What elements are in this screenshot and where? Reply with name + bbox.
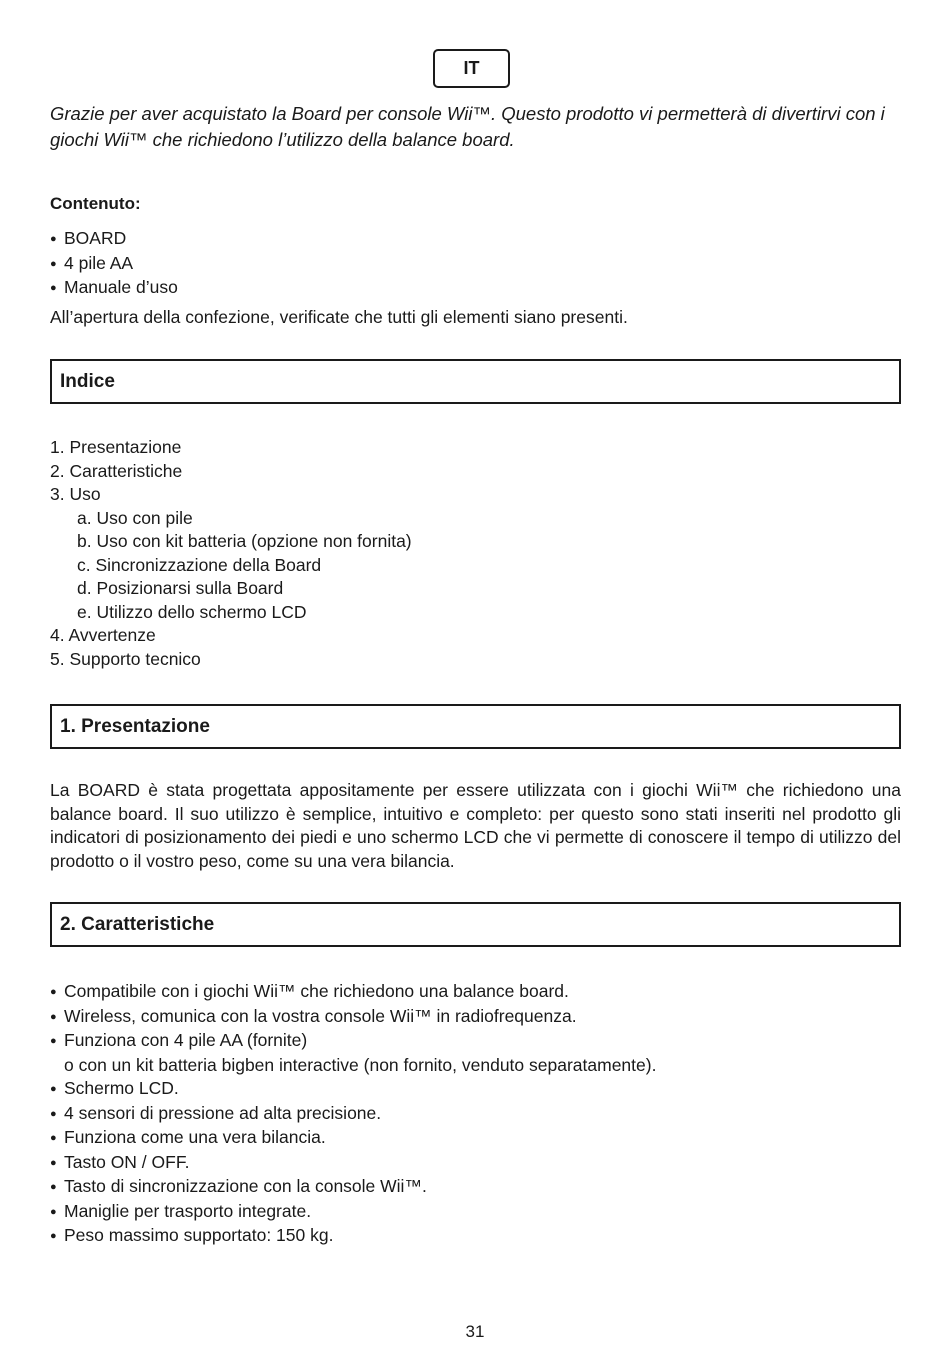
list-item: ● Funziona con 4 pile AA (fornite) [50, 1029, 656, 1054]
list-item: ● Wireless, comunica con la vostra console Wii™ in radiofrequenza. [50, 1005, 656, 1030]
toc-subitem: e. Utilizzo dello schermo LCD [77, 601, 307, 622]
toc-subitem: d. Posizionarsi sulla Board [77, 578, 284, 598]
index-list [50, 436, 412, 671]
intro-paragraph: Grazie per aver acquistato la Board per console Wii™. Questo prodotto vi permetterà di divertirvi con i giochi Wii™ che richiedono l’utilizzo della balance board. [50, 103, 885, 150]
toc-subitem: c. Sincronizzazione della Board [77, 554, 322, 575]
toc-subitem: a. Uso con pile [77, 507, 193, 528]
language-tag: IT [433, 49, 510, 88]
list-item: ● 4 sensori di pressione ad alta precisione. [50, 1102, 656, 1127]
list-item: ● 4 pile AA [50, 252, 178, 277]
list-item: ● Schermo LCD. [50, 1077, 656, 1102]
list-item: ● Funziona come una vera bilancia. [50, 1126, 656, 1151]
presentazione-heading: 1. Presentazione [50, 704, 901, 749]
toc-subitem: b. Uso con kit batteria (opzione non fornita) [77, 531, 412, 551]
toc-item: 2. Caratteristiche [50, 460, 183, 481]
list-item: ● Maniglie per trasporto integrate. [50, 1200, 656, 1225]
page-number: 31 [465, 1322, 485, 1341]
list-item: ● Tasto ON / OFF. [50, 1151, 656, 1176]
list-item: ● Compatibile con i giochi Wii™ che richiedono una balance board. [50, 980, 656, 1005]
list-item-continuation: o con un kit batteria bigben interactive (non fornito, venduto separatamente). [64, 1054, 657, 1075]
index-heading: Indice [50, 359, 901, 404]
caratteristiche-heading: 2. Caratteristiche [50, 902, 901, 947]
list-item: ● BOARD [50, 227, 178, 252]
list-item: ● Manuale d’uso [50, 276, 178, 301]
toc-item: 4. Avvertenze [50, 625, 156, 645]
list-item: ● Tasto di sincronizzazione con la console Wii™. [50, 1175, 656, 1200]
contents-heading: Contenuto: [50, 194, 141, 213]
toc-item: 3. Uso [50, 484, 101, 504]
contents-list [50, 227, 178, 301]
contents-note: All’apertura della confezione, verificate che tutti gli elementi siano presenti. [50, 307, 628, 327]
toc-item: 1. Presentazione [50, 437, 182, 457]
list-item: ● Peso massimo supportato: 150 kg. [50, 1224, 656, 1249]
features-list [50, 980, 656, 1249]
presentazione-paragraph: La BOARD è stata progettata appositamente per essere utilizzata con i giochi Wii™ che richiedono una balance board. Il suo utilizzo è semplice, intuitivo e completo: per questo sono stati inseriti nel prodotto gli indicatori di posizionamento dei piedi e uno schermo LCD che vi permette di conoscere il tempo di utilizzo del prodotto o il vostro peso, come su una vera bilancia. [50, 780, 901, 871]
toc-item: 5. Supporto tecnico [50, 648, 201, 669]
